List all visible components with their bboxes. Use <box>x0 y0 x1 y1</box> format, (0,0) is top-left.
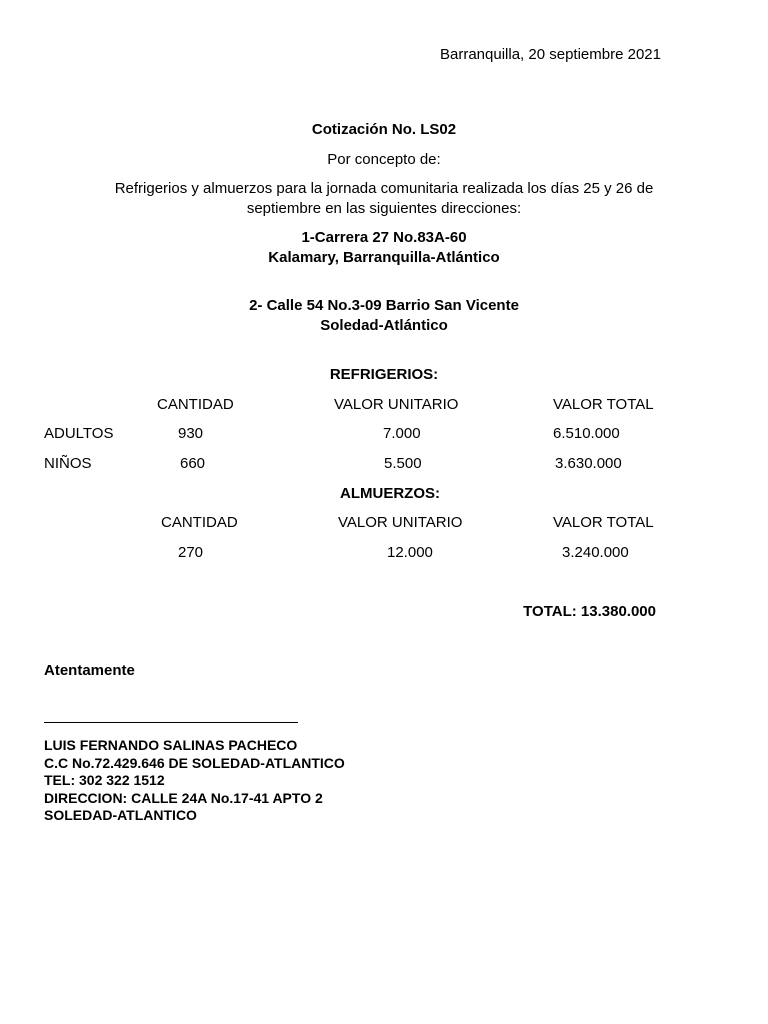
almuerzos-row-cantidad: 270 <box>178 544 204 561</box>
refrigerios-col-valor-total: VALOR TOTAL <box>553 396 654 413</box>
address-2-line-2: Soledad-Atlántico <box>320 317 448 334</box>
grand-total: TOTAL: 13.380.000 <box>523 603 656 620</box>
almuerzos-heading: ALMUERZOS: <box>340 485 440 502</box>
refrigerios-col-valor-unitario: VALOR UNITARIO <box>334 396 459 413</box>
address-2-line-1: 2- Calle 54 No.3-09 Barrio San Vicente <box>249 297 519 314</box>
closing-text: Atentamente <box>44 662 135 679</box>
row-adultos-label: ADULTOS <box>44 425 114 442</box>
almuerzos-col-valor-total: VALOR TOTAL <box>553 514 654 531</box>
place-date: Barranquilla, 20 septiembre 2021 <box>440 46 661 63</box>
signer-city: SOLEDAD-ATLANTICO <box>44 807 197 823</box>
almuerzos-row-valor-unitario: 12.000 <box>387 544 433 561</box>
almuerzos-col-valor-unitario: VALOR UNITARIO <box>338 514 463 531</box>
row-ninos-valor-total: 3.630.000 <box>555 455 622 472</box>
signer-name: LUIS FERNANDO SALINAS PACHECO <box>44 737 298 753</box>
description-line-2: septiembre en las siguientes direcciones: <box>246 200 522 217</box>
row-ninos-label: NIÑOS <box>44 455 92 472</box>
refrigerios-heading: REFRIGERIOS: <box>329 366 439 383</box>
row-ninos-cantidad: 660 <box>180 455 206 472</box>
almuerzos-row-valor-total: 3.240.000 <box>562 544 629 561</box>
address-1-line-1: 1-Carrera 27 No.83A-60 <box>301 229 467 246</box>
address-1-line-2: Kalamary, Barranquilla-Atlántico <box>268 249 500 266</box>
description-line-1: Refrigerios y almuerzos para la jornada comunitaria realizada los días 25 y 26 de <box>114 180 654 197</box>
row-adultos-cantidad: 930 <box>178 425 204 442</box>
signer-phone: TEL: 302 322 1512 <box>44 772 165 788</box>
row-ninos-valor-unitario: 5.500 <box>384 455 422 472</box>
signer-id: C.C No.72.429.646 DE SOLEDAD-ATLANTICO <box>44 755 345 771</box>
signature-line <box>44 722 298 723</box>
concept-label: Por concepto de: <box>327 151 441 168</box>
almuerzos-col-cantidad: CANTIDAD <box>161 514 238 531</box>
row-adultos-valor-unitario: 7.000 <box>383 425 421 442</box>
refrigerios-col-cantidad: CANTIDAD <box>157 396 234 413</box>
quote-title: Cotización No. LS02 <box>311 121 457 138</box>
signer-address: DIRECCION: CALLE 24A No.17-41 APTO 2 <box>44 790 323 806</box>
row-adultos-valor-total: 6.510.000 <box>553 425 620 442</box>
